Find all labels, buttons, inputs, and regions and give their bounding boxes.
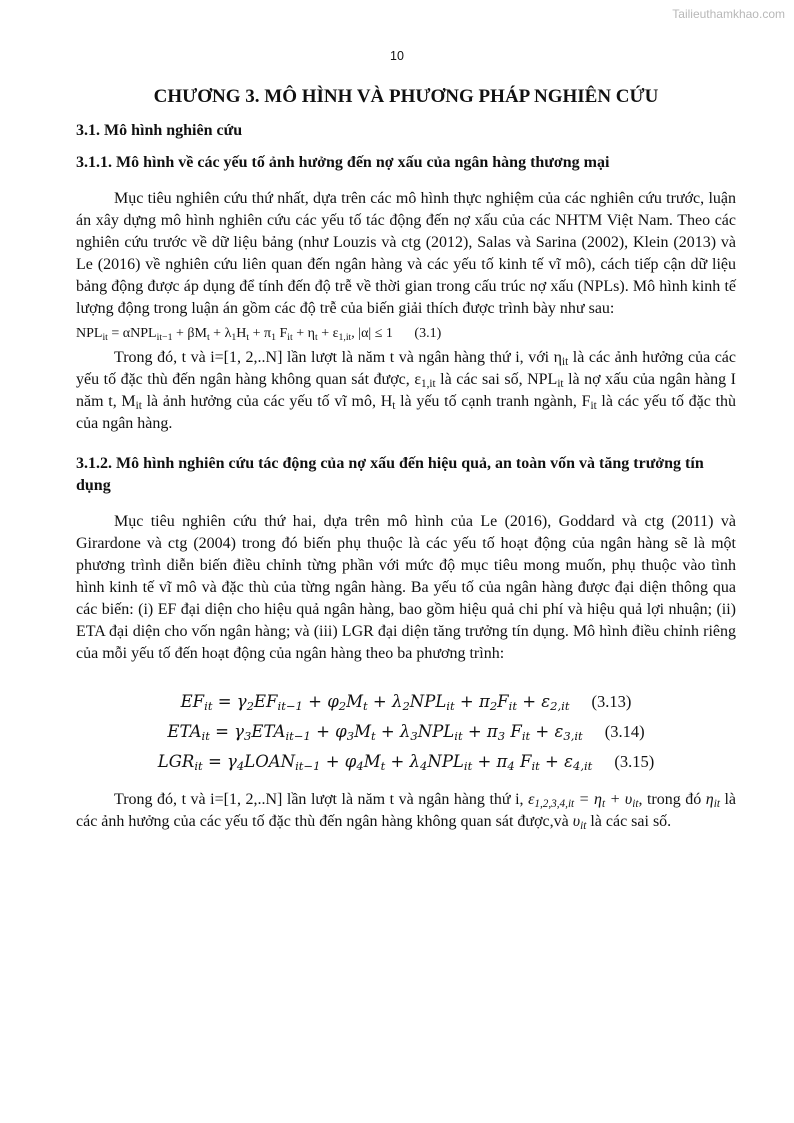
equation-number-3-15: (3.15) [614,752,655,771]
section-heading-3-1-1: 3.1.1. Mô hình về các yếu tố ảnh hưởng đến nợ xấu của ngân hàng thương mại [76,154,610,171]
equation-3-13: $EF_{it} = \gamma_2EF_{it-1} + \varphi_2M_t + \lambda_2NPL_{it} + \pi_2F_{it} + \varepsilon_{2,it}$ (3.13) [180,692,632,713]
section-heading-3-1: 3.1. Mô hình nghiên cứu [76,122,243,139]
page-number: 10 [390,49,404,63]
equation-number-3-14: (3.14) [604,722,645,741]
document-body [76,84,736,833]
equation-number-3-13: (3.13) [591,692,632,711]
paragraph-objective-1: Mục tiêu nghiên cứu thứ nhất, dựa trên các mô hình thực nghiệm của các nghiên cứu trước, luận án xây dựng mô hình nghiên cứu các yếu tố tác động đến nợ xấu của các NHTM Việt Nam. Theo các nghiên cứu trước về dữ liệu bảng (như Louzis và ctg (2012), Salas và Sarina (2002), Klein (2013) và Le (2016) về nghiên cứu liên quan đến ngân hàng và các yếu tố kinh tế vĩ mô), cách tiếp cận dữ liệu bảng động được áp dụng để tính đến độ trễ về thời gian trong cấu trúc nợ xấu (NPLs). Mô hình kinh tế lượng động trong luận án gồm các độ trễ của biến giải thích được trình bày như sau: [76,190,736,317]
equation-3-15: $LGR_{it}$ = $\gamma_4LOAN_{it-1} + \varphi_4M_t + \lambda_4NPL_{it} + \pi_4$ $F_{it} + \varepsilon_{4,it}$ (3.15) [157,752,655,773]
equation-number-3-1: (3.1) [414,326,442,341]
paragraph-definitions-2: Trong đó, t và i=[1, 2,..N] lần lượt là năm t và ngân hàng thứ i, $\varepsilon_{1,2,3,4,it} = \eta_t + \upsilon_{it}$, trong đó $\eta_{it}$ là các ảnh hưởng của các yếu tố đặc thù đến ngân hàng không quan sát được,và $\upsilon_{it}$ là các sai số. [76,791,737,832]
equation-3-1: $NPL_{it} = \alpha NPL_{it-1} + \beta M_t + \lambda_1H_t + \pi_1$ $F_{it} + \eta_t + \varepsilon_{1,it}$, |α| ≤ 1 (3.1) [76,326,442,343]
watermark: Tailieuthamkhao.com [672,7,785,21]
equation-group [76,687,736,777]
section-heading-3-1-2: 3.1.2. Mô hình nghiên cứu tác động của nợ xấu đến hiệu quả, an toàn vốn và tăng trưởng tín dụng [76,455,704,494]
paragraph-objective-2: Mục tiêu nghiên cứu thứ hai, dựa trên mô hình của Le (2016), Goddard và ctg (2011) và Girardone và ctg (2004) trong đó biến phụ thuộc là các yếu tố hoạt động của ngân hàng sẽ là một phương trình diễn biến điều chỉnh từng phần với mức độ mục tiêu mong muốn, phụ thuộc vào tình hình kinh tế vĩ mô và đặc thù của từng ngân hàng. Ba yếu tố của ngân hàng được đại diện thông qua các biến: (i) EF đại diện cho hiệu quả ngân hàng, bao gồm hiệu quả chi phí và hiệu quả lợi nhuận; (ii) ETA đại diện cho vốn ngân hàng; và (iii) LGR đại diện tăng trưởng tín dụng. Mô hình điều chỉnh riêng của mỗi yếu tố đến hoạt động của ngân hàng theo ba phương trình: [76,513,736,662]
paragraph-definitions-1: Trong đó, t và i=[1, 2,..N] lần lượt là năm t và ngân hàng thứ i, với $\eta_{it}$ là các ảnh hưởng của các yếu tố đặc thù đến ngân hàng không quan sát được, $\varepsilon_{1,it}$ là các sai số, $NPL_{it}$ là nợ xấu của ngân hàng I năm t, $M_{it}$ là ảnh hưởng của các yếu tố vĩ mô, $H_t$ là yếu tố cạnh tranh ngành, $F_{it}$ là các yếu tố đặc thù của ngân hàng. [76,349,737,432]
chapter-title: CHƯƠNG 3. MÔ HÌNH VÀ PHƯƠNG PHÁP NGHIÊN CỨU [153,86,659,107]
equation-3-14: $ETA_{it} = \gamma_3ETA_{it-1} + \varphi_3M_t + \lambda_3NPL_{it} + \pi_3$ $F_{it} + \varepsilon_{3,it}$ (3.14) [167,722,645,743]
